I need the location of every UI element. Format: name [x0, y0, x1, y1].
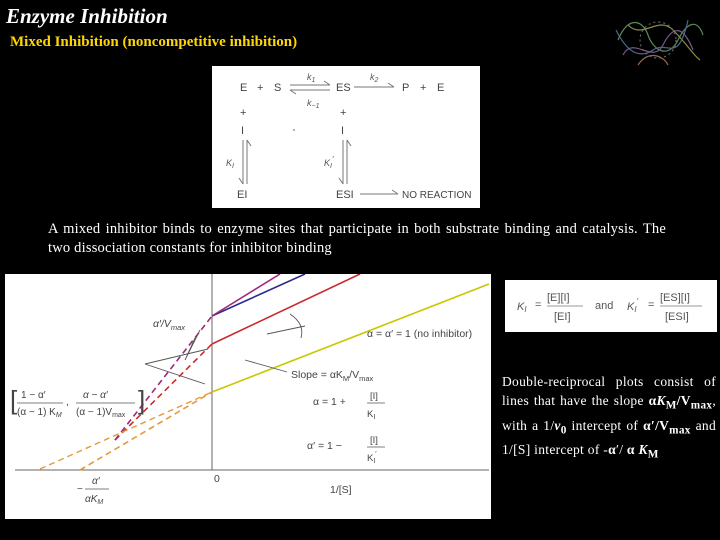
line-inhibitor-magenta — [212, 274, 280, 316]
lineweaver-burk-plot — [5, 274, 491, 519]
scheme-es: ES — [336, 82, 351, 94]
scheme-plus-3: + — [240, 107, 247, 119]
dashed-extrapolation-red — [115, 344, 212, 440]
yint-pointer — [145, 349, 208, 384]
svg-text:KI′: $K_I'$ — [324, 155, 334, 170]
yint-arrows — [185, 330, 200, 360]
alphap-frac-num: [I] — [370, 435, 378, 446]
scheme-p: P — [402, 82, 410, 94]
scheme-i-2: I — [341, 125, 345, 137]
svg-text:[ES][I]: [ES][I] — [660, 292, 690, 304]
x-intercept-den: $\alpha K_M$ — [85, 494, 104, 506]
scheme-plus-4: + — [340, 107, 347, 119]
svg-text:=: = — [648, 299, 655, 311]
svg-text:k2: $k_2$ — [370, 72, 379, 84]
alphap-frac-den: $K_I'$ — [367, 451, 377, 465]
noinhib-pointer — [267, 326, 305, 334]
svg-text:KI: KI — [517, 301, 527, 314]
intersect-den-1: (α − 1) $K_M$ — [17, 407, 62, 419]
no-inhibitor-label: α = α′ = 1 (no inhibitor) — [367, 328, 473, 340]
scheme-plus-2: + — [420, 82, 427, 94]
scheme-ei: EI — [237, 189, 248, 201]
svg-text:[EI]: [EI] — [554, 311, 571, 323]
svg-text:[E][I]: [E][I] — [547, 292, 570, 304]
intersect-num-2: α − α′ — [83, 390, 108, 401]
svg-text:and: and — [595, 300, 614, 312]
svg-text:[ESI]: [ESI] — [665, 311, 689, 323]
alpha-frac-den: $K_I$ — [367, 409, 376, 421]
dissociation-constants-panel — [505, 280, 717, 332]
scheme-s: S — [274, 82, 282, 94]
slide-title: Enzyme Inhibition — [6, 4, 168, 28]
x-axis-label: 1/[S] — [330, 484, 352, 496]
intersect-comma: , — [66, 397, 69, 408]
bracket-right: ] — [138, 385, 146, 415]
protein-structure-logo — [608, 10, 708, 72]
slope-label: Slope = $\alpha K_M/V_{max}$ — [291, 369, 374, 383]
lineweaver-burk-plot-panel — [5, 274, 491, 519]
dashed-extrapolation-no-inhibitor — [80, 392, 212, 470]
x-intercept-num: α′ — [92, 476, 100, 487]
reaction-scheme-panel — [212, 66, 480, 208]
scheme-no-reaction: NO REACTION — [402, 190, 472, 201]
svg-text:=: = — [535, 299, 542, 311]
scheme-e: E — [240, 82, 248, 94]
svg-text:k1: $k_1$ — [307, 72, 316, 84]
scheme-e2: E — [437, 82, 445, 94]
reaction-scheme — [212, 66, 480, 208]
y-intercept-label: $\alpha'/V_{max}$ — [153, 318, 186, 332]
slope-arc — [290, 314, 302, 338]
plot-caption: Double-reciprocal plots consist of lines that have the slope $\alpha K_M/V_{max}$, with a $1/v_0$ intercept of $\alpha'/V_{max}$ and 1/[S] intercept of -α′/ α $K_M$ — [502, 374, 716, 462]
x-intercept-minus: − — [77, 484, 83, 495]
slide-subtitle: Mixed Inhibition (noncompetitive inhibition) — [10, 34, 298, 50]
intersect-num-1: 1 − α′ — [21, 390, 46, 401]
line-inhibitor-red — [212, 274, 360, 344]
dissociation-constants — [505, 280, 717, 332]
scheme-esi: ESI — [336, 189, 354, 201]
description-text: A mixed inhibitor binds to enzyme sites that participate in both substrate binding and catalysis. The two dissociation constants for inhibitor binding — [48, 221, 666, 256]
alpha-equation: α = 1 + — [313, 396, 346, 408]
alphap-equation: α′ = 1 − — [307, 440, 342, 452]
origin-label: 0 — [214, 473, 220, 485]
intersect-den-2: $(\alpha - 1)V_{max}$ — [76, 407, 126, 419]
svg-text:k−1: $k_{-1}$ — [307, 98, 320, 110]
line-inhibitor-blue — [212, 274, 305, 316]
scheme-i-1: I — [241, 125, 245, 137]
svg-text:KI: $K_I$ — [226, 158, 234, 170]
scheme-plus-1: + — [257, 82, 264, 94]
svg-text:KI′: KI′ — [627, 297, 639, 314]
alpha-frac-num: [I] — [370, 391, 378, 402]
bracket-left: [ — [10, 385, 18, 415]
